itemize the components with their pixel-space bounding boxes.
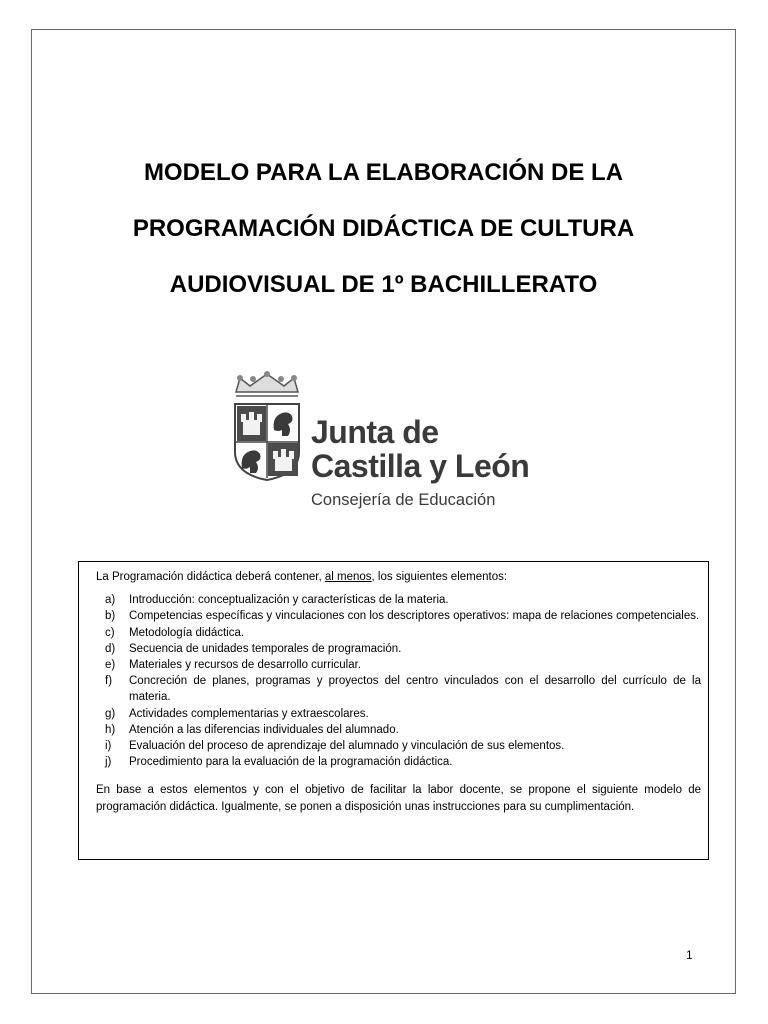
logo-line-1: Junta de bbox=[311, 414, 439, 450]
list-item: i) Evaluación del proceso de aprendizaje del alumnado y vinculación de sus elementos. bbox=[105, 740, 565, 753]
list-item: h) Atención a las diferencias individuales del alumnado. bbox=[105, 723, 399, 736]
list-item: c) Metodología didáctica. bbox=[105, 626, 245, 639]
elements-box bbox=[78, 561, 709, 860]
logo-line-2: Castilla y León bbox=[311, 448, 530, 484]
elements-list bbox=[96, 592, 701, 770]
page-number: 1 bbox=[686, 948, 693, 962]
title-line-3: AUDIOVISUAL DE 1º BACHILLERATO bbox=[169, 271, 598, 298]
list-item: j) Procedimiento para la evaluación de la programación didáctica. bbox=[105, 756, 453, 769]
logo-line-3: Consejería de Educación bbox=[311, 491, 496, 509]
title-line-1: MODELO PARA LA ELABORACIÓN DE LA bbox=[143, 159, 624, 186]
list-item: g) Actividades complementarias y extraescolares. bbox=[105, 707, 369, 720]
coat-of-arms-icon bbox=[230, 370, 305, 482]
list-item: a) Introducción: conceptualización y características de la materia. bbox=[105, 594, 449, 607]
list-item: d) Secuencia de unidades temporales de programación. bbox=[105, 642, 402, 655]
box-intro: La Programación didáctica deberá contener, al menos, los siguientes elementos: bbox=[96, 571, 508, 583]
underlined-emphasis: al menos bbox=[324, 571, 372, 583]
junta-logo bbox=[230, 370, 560, 515]
list-item: e) Materiales y recursos de desarrollo curricular. bbox=[105, 659, 362, 672]
title-line-2: PROGRAMACIÓN DIDÁCTICA DE CULTURA bbox=[132, 215, 635, 242]
list-item: f) Concreción de planes, programas y proyectos del centro vinculados con el desarrollo del currículo de la materia. bbox=[105, 675, 701, 704]
document-title bbox=[31, 145, 736, 313]
box-closing: En base a estos elementos y con el objetivo de facilitar la labor docente, se propone el siguiente modelo de programación didáctica. Igualmente, se ponen a disposición unas instrucciones para su cumplimentación. bbox=[96, 784, 701, 813]
list-item: b) Competencias específicas y vinculaciones con los descriptores operativos: mapa de relaciones competenciales. bbox=[105, 610, 700, 623]
